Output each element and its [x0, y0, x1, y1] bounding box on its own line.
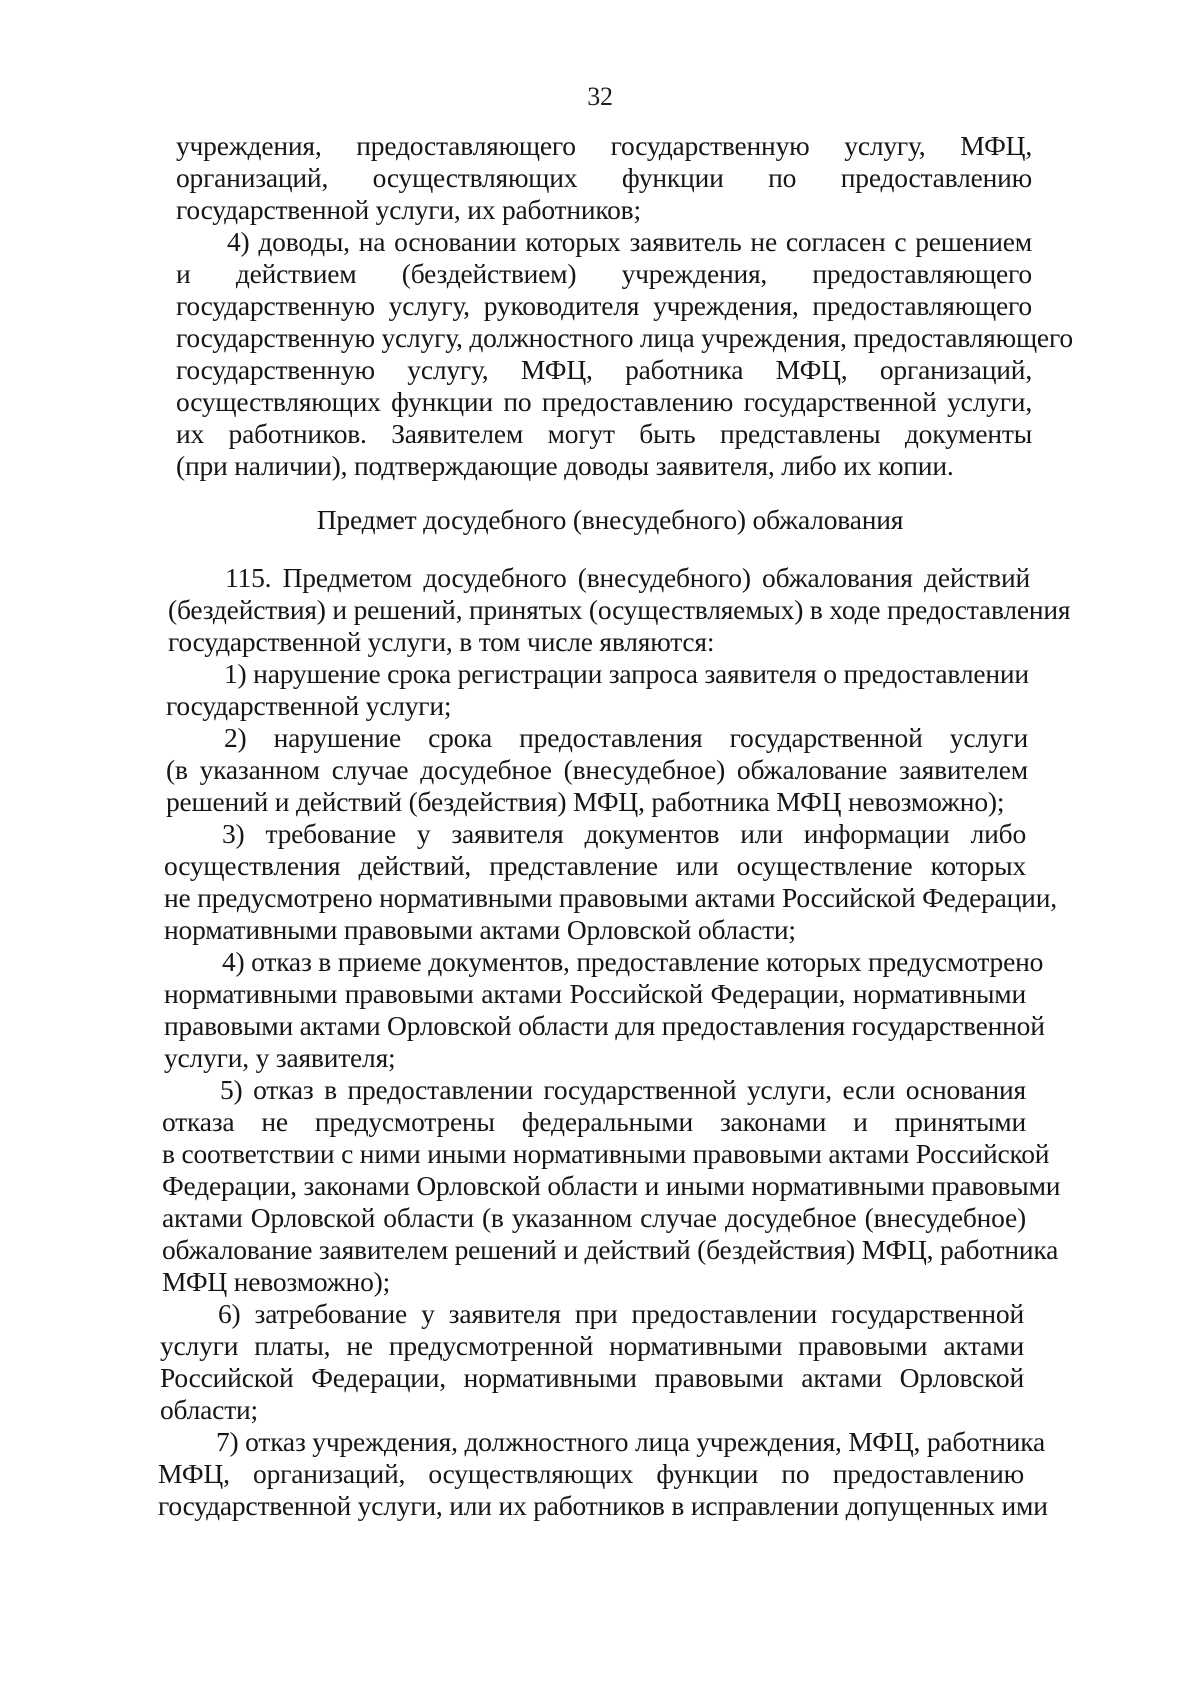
- list-item: [166, 658, 1028, 722]
- text-line: решений и действий (бездействия) МФЦ, работника МФЦ невозможно);: [166, 786, 1005, 817]
- text-line: нормативными правовыми актами Российской Федерации, нормативными: [164, 978, 1026, 1009]
- text-line: не предусмотрено нормативными правовыми актами Российской Федерации,: [164, 882, 1057, 913]
- text-line: актами Орловской области (в указанном случае досудебное (внесудебное): [162, 1202, 1026, 1233]
- text-line: осуществления действий, представление или осуществление которых: [164, 850, 1026, 881]
- list-item: [166, 722, 1028, 818]
- text-line: осуществляющих функции по предоставлению государственной услуги,: [176, 386, 1032, 417]
- section-heading: Предмет досудебного (внесудебного) обжалования: [316, 504, 904, 535]
- text-line: 6) затребование у заявителя при предоставлении государственной: [218, 1298, 1024, 1329]
- text-line: организаций, осуществляющих функции по предоставлению: [176, 162, 1032, 193]
- text-line: государственной услуги;: [166, 690, 452, 721]
- text-line: 3) требование у заявителя документов или информации либо: [222, 818, 1026, 849]
- text-line: государственную услугу, должностного лица учреждения, предоставляющего: [176, 322, 1073, 353]
- text-line: их работников. Заявителем могут быть представлены документы: [176, 418, 1032, 449]
- text-line: 4) отказ в приеме документов, предоставление которых предусмотрено: [222, 946, 1044, 977]
- text-line: и действием (бездействием) учреждения, предоставляющего: [176, 258, 1032, 289]
- text-line: МФЦ, организаций, осуществляющих функции по предоставлению: [158, 1458, 1024, 1489]
- list-item: [176, 226, 1073, 482]
- text-line: 7) отказ учреждения, должностного лица учреждения, МФЦ, работника: [216, 1426, 1045, 1457]
- paragraph-continuation: [176, 130, 1032, 226]
- text-line: услуги, у заявителя;: [164, 1042, 396, 1073]
- text-line: 5) отказ в предоставлении государственной услуги, если основания: [220, 1074, 1026, 1105]
- text-line: учреждения, предоставляющего государственную услугу, МФЦ,: [176, 130, 1032, 161]
- text-line: 115. Предметом досудебного (внесудебного) обжалования действий: [225, 562, 1030, 593]
- page-number: 32: [587, 82, 613, 111]
- text-line: государственную услугу, МФЦ, работника МФЦ, организаций,: [176, 354, 1032, 385]
- list-item: [164, 818, 1057, 946]
- text-line: (в указанном случае досудебное (внесудебное) обжалование заявителем: [166, 754, 1028, 785]
- list-item: [160, 1298, 1024, 1426]
- list-item: [162, 1074, 1061, 1298]
- text-line: 2) нарушение срока предоставления государственной услуги: [224, 722, 1028, 753]
- text-line: области;: [160, 1394, 258, 1425]
- text-line: государственной услуги, их работников;: [176, 194, 641, 225]
- text-line: МФЦ невозможно);: [162, 1266, 391, 1297]
- text-line: государственную услугу, руководителя учреждения, предоставляющего: [176, 290, 1032, 321]
- text-line: Федерации, законами Орловской области и иными нормативными правовыми: [162, 1170, 1061, 1201]
- text-line: в соответствии с ними иными нормативными правовыми актами Российской: [162, 1138, 1050, 1169]
- text-line: государственной услуги, или их работников в исправлении допущенных ими: [158, 1490, 1048, 1521]
- text-line: обжалование заявителем решений и действий (бездействия) МФЦ, работника: [162, 1234, 1059, 1265]
- paragraph-115: [168, 562, 1071, 658]
- text-line: услуги платы, не предусмотренной нормативными правовыми актами: [160, 1330, 1024, 1361]
- text-line: нормативными правовыми актами Орловской области;: [164, 914, 796, 945]
- text-line: Российской Федерации, нормативными правовыми актами Орловской: [160, 1362, 1024, 1393]
- list-item: [158, 1426, 1048, 1522]
- text-line: 1) нарушение срока регистрации запроса заявителя о предоставлении: [224, 658, 1029, 689]
- text-line: отказа не предусмотрены федеральными законами и принятыми: [162, 1106, 1026, 1137]
- text-line: (при наличии), подтверждающие доводы заявителя, либо их копии.: [176, 450, 954, 481]
- text-line: правовыми актами Орловской области для предоставления государственной: [164, 1010, 1045, 1041]
- text-line: 4) доводы, на основании которых заявитель не согласен с решением: [227, 226, 1032, 257]
- text-line: (бездействия) и решений, принятых (осуществляемых) в ходе предоставления: [168, 594, 1071, 625]
- text-line: государственной услуги, в том числе являются:: [168, 626, 715, 657]
- list-item: [164, 946, 1045, 1074]
